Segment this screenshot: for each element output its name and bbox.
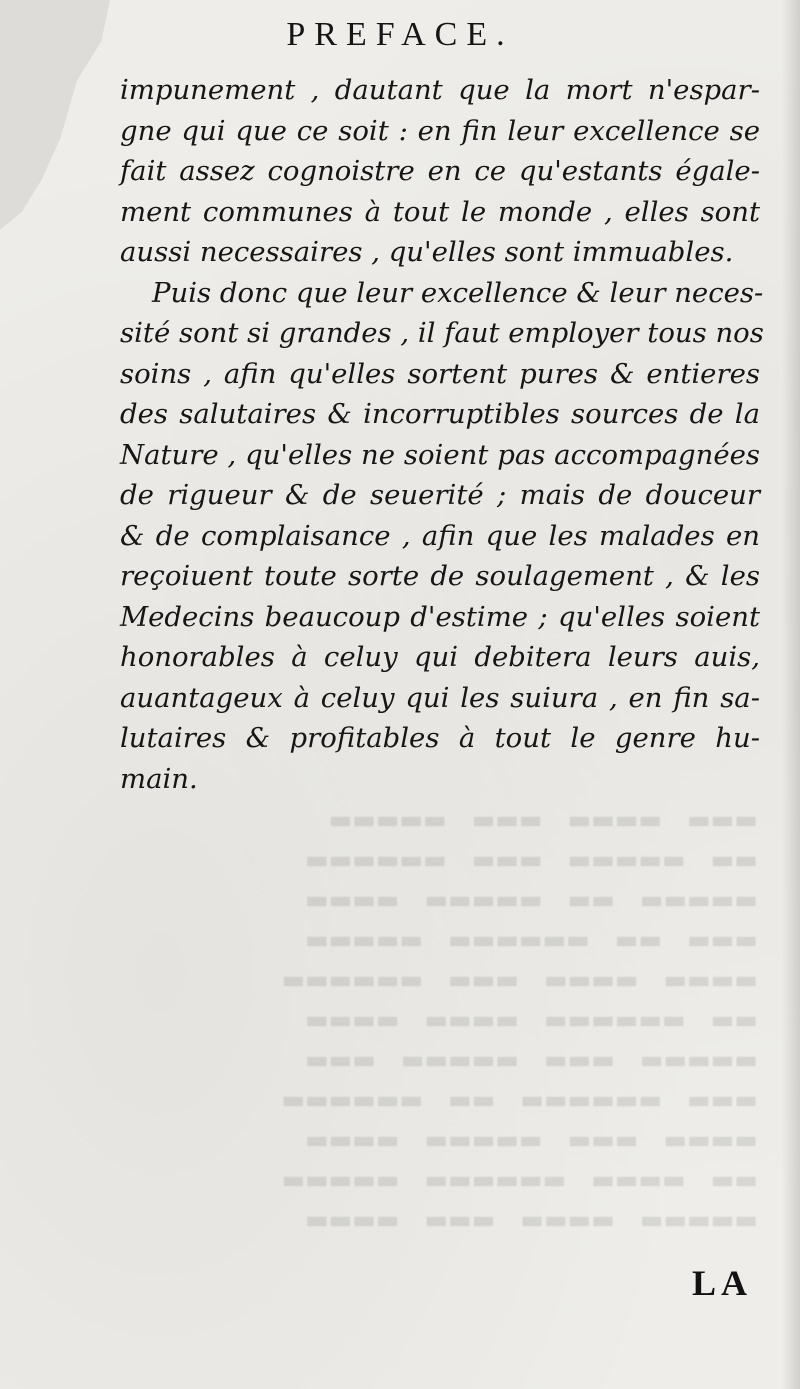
text-line: Medecins beaucoup d'estime ; qu'elles soient	[120, 600, 760, 633]
text-line: aussi necessaires , qu'elles sont immuables.	[120, 236, 734, 268]
text-line: reçoiuent toute sorte de soulagement , & les	[120, 560, 760, 592]
text-line: impunement , dautant que la mort n'espar-	[120, 74, 760, 106]
text-line: & de complaisance , afin que les malades en	[120, 519, 760, 552]
text-line: soins , afin qu'elles sortent pures & entieres	[120, 357, 760, 390]
text-line: gne qui que ce soit : en fin leur excellence se	[120, 114, 760, 147]
text-line: main.	[120, 762, 198, 795]
text-line: lutaires & profitables à tout le genre hu-	[120, 722, 760, 754]
paragraph-start-line: Puis donc que leur excellence & leur neces-	[152, 276, 764, 309]
page-edge-shadow	[782, 0, 800, 1389]
text-line: auantageux à celuy qui les suiura , en fin sa-	[120, 681, 760, 714]
show-through-texture: ▬▬▬ ▬▬▬▬ ▬▬▬ ▬▬▬▬▬ ▬▬ ▬▬▬▬▬ ▬▬▬ ▬▬▬▬▬▬ ▬▬▬▬▬ ▬▬ ▬▬▬▬▬ ▬▬▬▬ ▬▬▬ ▬▬ ▬▬▬▬▬▬ ▬▬▬▬▬ ▬▬▬▬ ▬▬▬▬ ▬▬▬ ▬▬▬▬▬▬ ▬▬ ▬▬▬▬▬▬ ▬▬▬▬ ▬▬▬▬ ▬▬▬▬▬ ▬▬▬ ▬▬▬▬▬ ▬▬▬ ▬▬▬ ▬▬▬▬▬▬ ▬▬ ▬▬▬▬▬▬ ▬▬▬▬ ▬▬▬ ▬▬▬▬▬ ▬▬▬▬ ▬▬ ▬▬▬▬ ▬▬▬▬▬▬ ▬▬▬▬▬ ▬▬▬▬▬ ▬▬▬▬ ▬▬▬ ▬▬▬▬	[281, 805, 758, 1234]
text-line: fait assez cognoistre en ce qu'estants égale-	[120, 155, 760, 187]
body-text	[120, 70, 764, 799]
text-line: Nature , qu'elles ne soient pas accompagnées	[120, 438, 760, 471]
running-title: PREFACE.	[286, 16, 514, 53]
text-line: des salutaires & incorruptibles sources de la	[120, 398, 760, 430]
text-line: de rigueur & de seuerité ; mais de douceur	[120, 479, 760, 511]
text-line: honorables à celuy qui debitera leurs auis,	[120, 641, 760, 673]
text-line: ment communes à tout le monde , elles sont	[120, 195, 760, 228]
text-line: sité sont si grandes , il faut employer tous nos	[120, 317, 764, 349]
catchword: LA	[691, 1263, 752, 1303]
